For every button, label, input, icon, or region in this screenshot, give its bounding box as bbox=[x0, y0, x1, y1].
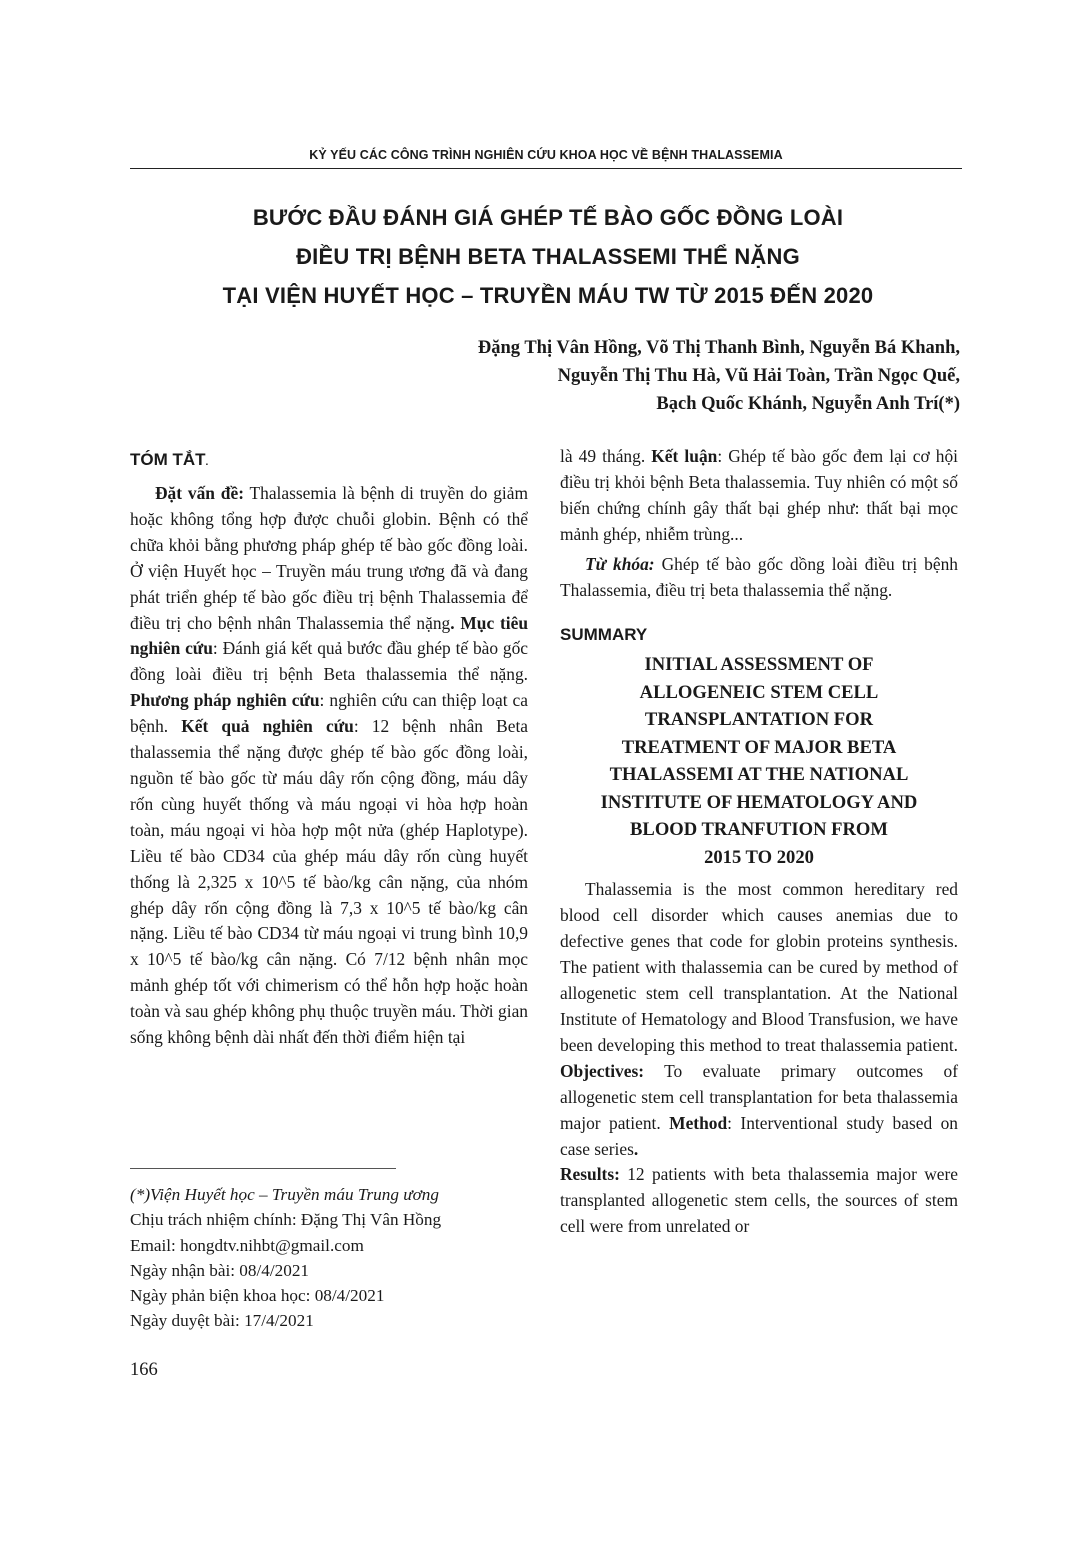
header-rule bbox=[130, 168, 962, 169]
en-title-line: BLOOD TRANFUTION FROM bbox=[630, 819, 888, 841]
en-title-line: INITIAL ASSESSMENT OF bbox=[644, 654, 874, 676]
running-header: KỶ YẾU CÁC CÔNG TRÌNH NGHIÊN CỨU KHOA HỌC VỀ BỆNH THALASSEMIA bbox=[309, 148, 783, 162]
en-title-line: TRANSPLANTATION FOR bbox=[644, 709, 874, 731]
left-column bbox=[130, 440, 528, 1051]
abstract-paragraph-vi: Đặt vấn đề: Thalassemia là bệnh di truyền do giảm hoặc không tổng hợp được chuỗi globin. Bệnh có thể chữa khỏi bằng phương pháp ghép tế bào gốc đồng loài. Ở viện Huyết học – Truyền máu trung ương đã và đang phát triển ghép tế bào gốc điều trị bệnh Thalassemia để điều trị cho bệnh nhân Thalassemia thể nặng. Mục tiêu nghiên cứu: Đánh giá kết quả bước đầu ghép tế bào gốc đồng loài điều trị bệnh Beta thalassemia thể nặng. Phương pháp nghiên cứu: nghiên cứu can thiệp loạt ca bệnh. Kết quả nghiên cứu: 12 bệnh nhân Beta thalassemia thể nặng được ghép tế bào gốc đồng loài, nguồn tế bào gốc từ máu dây rốn cộng đồng, máu dây rốn cùng huyết thống và máu ngoại vi hòa hợp hoàn toàn, máu ngoại vi hòa hợp một nửa (ghép Haplotype). Liều tế bào CD34 của ghép máu dây rốn cùng huyết thống là 2,325 x 10^5 tế bào/kg cân nặng, của nhóm ghép dây rốn cộng đồng là 7,3 x 10^5 tế bào/kg cân nặng. Liều tế bào CD34 từ máu ngoại vi trung bình 10,9 x 10^5 tế bào/kg cân nặng. Có 7/12 bệnh nhân mọc mảnh ghép tốt với chimerism có thể hỗn hợp hoặc hoàn toàn và sau ghép không phụ thuộc truyền máu. Thời gian sống không bệnh dài nhất đến thời điểm hiện tại bbox=[130, 483, 528, 1048]
article-title-vi bbox=[130, 198, 966, 315]
article-title-en bbox=[560, 651, 958, 871]
en-title-line: INSTITUTE OF HEMATOLOGY AND bbox=[600, 791, 918, 813]
author-line: Đặng Thị Vân Hồng, Võ Thị Thanh Bình, Nguyễn Bá Khanh, bbox=[477, 338, 960, 358]
label-background: Đặt vấn đề: bbox=[155, 483, 244, 503]
en-title-line: THALASSEMI AT THE NATIONAL bbox=[609, 764, 909, 786]
title-line: TẠI VIỆN HUYẾT HỌC – TRUYỀN MÁU TW TỪ 2015 ĐẾN 2020 bbox=[222, 283, 874, 308]
abstract-heading-vi: TÓM TẮT. bbox=[130, 450, 209, 469]
author-list bbox=[200, 334, 960, 418]
en-title-line: 2015 TO 2020 bbox=[704, 846, 814, 868]
title-line: ĐIỀU TRỊ BỆNH BETA THALASSEMI THỂ NẶNG bbox=[296, 244, 800, 269]
author-line: Nguyễn Thị Thu Hà, Vũ Hải Toàn, Trần Ngọc Quế, bbox=[557, 366, 960, 386]
summary-heading: SUMMARY bbox=[560, 625, 648, 645]
en-title-line: TREATMENT OF MAJOR BETA bbox=[621, 736, 897, 758]
title-line: BƯỚC ĐẦU ĐÁNH GIÁ GHÉP TẾ BÀO GỐC ĐỒNG LOÀI bbox=[252, 205, 844, 230]
author-line: Bạch Quốc Khánh, Nguyễn Anh Trí(*) bbox=[656, 394, 960, 414]
label-objectives-en: Objectives: bbox=[560, 1060, 645, 1081]
keywords-vi: Từ khóa: Ghép tế bào gốc dồng loài điều trị bệnh Thalassemia, điều trị beta thalassemia thể nặng. bbox=[560, 553, 958, 600]
label-keywords-vi: Từ khóa: bbox=[585, 553, 655, 574]
footnote-email: Email: hongdtv.nihbt@gmail.com bbox=[130, 1235, 364, 1255]
right-column bbox=[560, 440, 958, 1240]
label-method-en: Method bbox=[669, 1112, 728, 1133]
footnote-reviewed: Ngày phản biện khoa học: 08/4/2021 bbox=[130, 1286, 385, 1306]
footnote-rule bbox=[130, 1168, 396, 1169]
label-conclusion-vi: Kết luận bbox=[651, 446, 718, 466]
label-methods-vi: Phương pháp nghiên cứu bbox=[130, 690, 320, 711]
en-title-line: ALLOGENEIC STEM CELL bbox=[639, 681, 879, 703]
footnote-corresponding: Chịu trách nhiệm chính: Đặng Thị Vân Hồng bbox=[130, 1210, 442, 1230]
label-results-en: Results: bbox=[560, 1164, 620, 1185]
label-objectives-vi: Mục tiêu nghiên cứu bbox=[130, 612, 528, 659]
footnote-accepted: Ngày duyệt bài: 17/4/2021 bbox=[130, 1311, 314, 1331]
footnote-affiliation: (*)Viện Huyết học – Truyền máu Trung ương bbox=[130, 1185, 439, 1204]
summary-paragraph: Thalassemia is the most common hereditary red blood cell disorder which causes anemias due to defective genes that code for globin proteins synthesis. The patient with thalassemia can be cured by method of allogenetic stem cell transplantation. At the National Institute of Hematology and Blood Transfusion, we have been developing this method to treat thalassemia patient. Objectives: To evaluate primary outcomes of allogenetic stem cell transplantation for beta thalassemia major patient. Method: Interventional study based on case series. Results: 12 patients with beta thalassemia major were transplanted allogenetic stem cells, the sources of stem cell were from unrelated or bbox=[560, 879, 958, 1237]
abstract-paragraph-vi-continued: là 49 tháng. Kết luận: Ghép tế bào gốc đem lại cơ hội điều trị khỏi bệnh Beta thalassemia. Tuy nhiên có một số biến chứng chính gây thất bại ghép như: thất bại mọc mảnh ghép, nhiễm trùng... bbox=[560, 446, 958, 544]
footnote-received: Ngày nhận bài: 08/4/2021 bbox=[130, 1260, 310, 1280]
label-results-vi: Kết quả nghiên cứu bbox=[181, 716, 354, 737]
page-number: 166 bbox=[130, 1360, 158, 1380]
footnotes bbox=[130, 1182, 550, 1334]
continued-text: là 49 tháng. bbox=[560, 446, 652, 466]
